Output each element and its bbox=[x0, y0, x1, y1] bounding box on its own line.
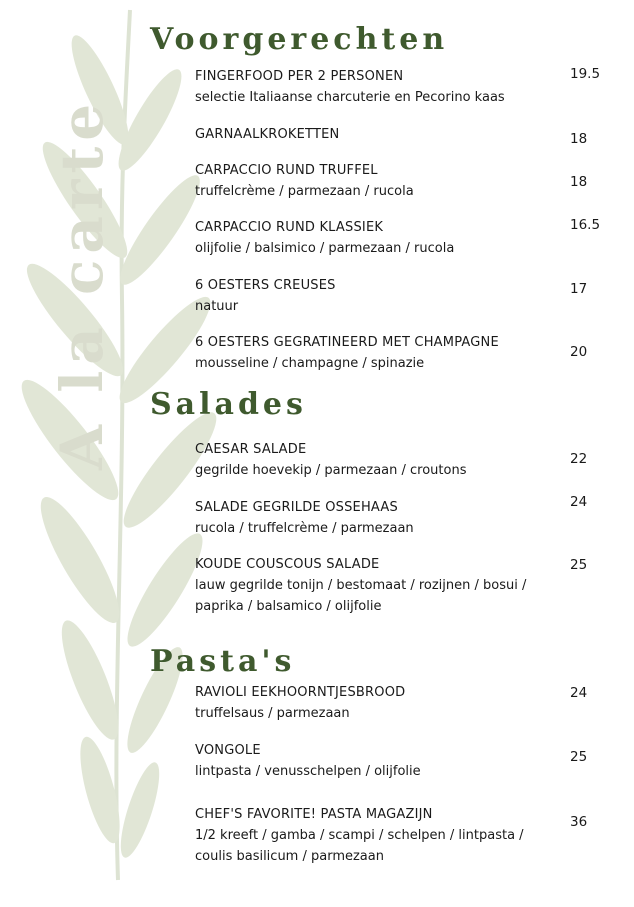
item-price: 24 bbox=[570, 494, 588, 510]
item-name: RAVIOLI EEKHOORNTJESBROOD bbox=[195, 685, 406, 700]
menu-item bbox=[195, 494, 620, 539]
item-name: GARNAALKROKETTEN bbox=[195, 127, 340, 142]
item-description: truffelsaus / parmezaan bbox=[195, 706, 350, 721]
item-name: KOUDE COUSCOUS SALADE bbox=[195, 557, 380, 572]
item-description: lintpasta / venusschelpen / olijfolie bbox=[195, 764, 421, 779]
menu-item bbox=[195, 740, 620, 782]
item-name: 6 OESTERS CREUSES bbox=[195, 278, 336, 293]
item-description: natuur bbox=[195, 299, 239, 314]
item-name: VONGOLE bbox=[195, 743, 261, 758]
item-name: FINGERFOOD PER 2 PERSONEN bbox=[195, 69, 404, 84]
section-title-pastas: Pasta's bbox=[150, 644, 296, 679]
section-title-voorgerechten: Voorgerechten bbox=[150, 22, 449, 57]
item-price: 17 bbox=[570, 281, 588, 297]
item-price: 20 bbox=[570, 344, 588, 360]
menu-item bbox=[195, 160, 620, 202]
item-price: 24 bbox=[570, 685, 588, 701]
menu-item bbox=[195, 804, 620, 867]
item-name: CAESAR SALADE bbox=[195, 442, 307, 457]
menu-item bbox=[195, 682, 620, 724]
menu-item bbox=[195, 217, 620, 259]
item-price: 25 bbox=[570, 557, 588, 573]
item-description: rucola / truffelcrème / parmezaan bbox=[195, 521, 414, 536]
item-name: SALADE GEGRILDE OSSEHAAS bbox=[195, 500, 398, 515]
menu-item bbox=[195, 439, 620, 481]
item-price: 22 bbox=[570, 451, 588, 467]
section-title-salades: Salades bbox=[150, 387, 307, 422]
item-price: 36 bbox=[570, 814, 588, 830]
menu-item bbox=[195, 66, 620, 108]
item-name: 6 OESTERS GEGRATINEERD MET CHAMPAGNE bbox=[195, 335, 499, 350]
item-description: gegrilde hoevekip / parmezaan / croutons bbox=[195, 463, 467, 478]
item-price: 18 bbox=[570, 174, 588, 190]
item-description: selectie Italiaanse charcuterie en Pecorino kaas bbox=[195, 90, 505, 105]
item-description: mousseline / champagne / spinazie bbox=[195, 356, 425, 371]
item-name: CARPACCIO RUND KLASSIEK bbox=[195, 220, 384, 235]
item-description: 1/2 kreeft / gamba / scampi / schelpen / lintpasta / coulis basilicum / parmezaan bbox=[195, 828, 524, 864]
menu-item bbox=[195, 275, 620, 317]
menu-item bbox=[195, 554, 620, 617]
menu-item bbox=[195, 332, 620, 374]
item-description: lauw gegrilde tonijn / bestomaat / rozijnen / bosui / paprika / balsamico / olijfolie bbox=[195, 578, 527, 614]
item-name: CARPACCIO RUND TRUFFEL bbox=[195, 163, 378, 178]
item-description: olijfolie / balsimico / parmezaan / rucola bbox=[195, 241, 455, 256]
item-description: truffelcrème / parmezaan / rucola bbox=[195, 184, 414, 199]
side-title: A la carte bbox=[48, 97, 116, 470]
menu-item bbox=[195, 124, 620, 145]
item-price: 25 bbox=[570, 749, 588, 765]
item-name: CHEF'S FAVORITE! PASTA MAGAZIJN bbox=[195, 807, 433, 822]
item-price: 18 bbox=[570, 131, 588, 147]
item-price: 19.5 bbox=[570, 66, 601, 82]
item-price: 16.5 bbox=[570, 217, 601, 233]
